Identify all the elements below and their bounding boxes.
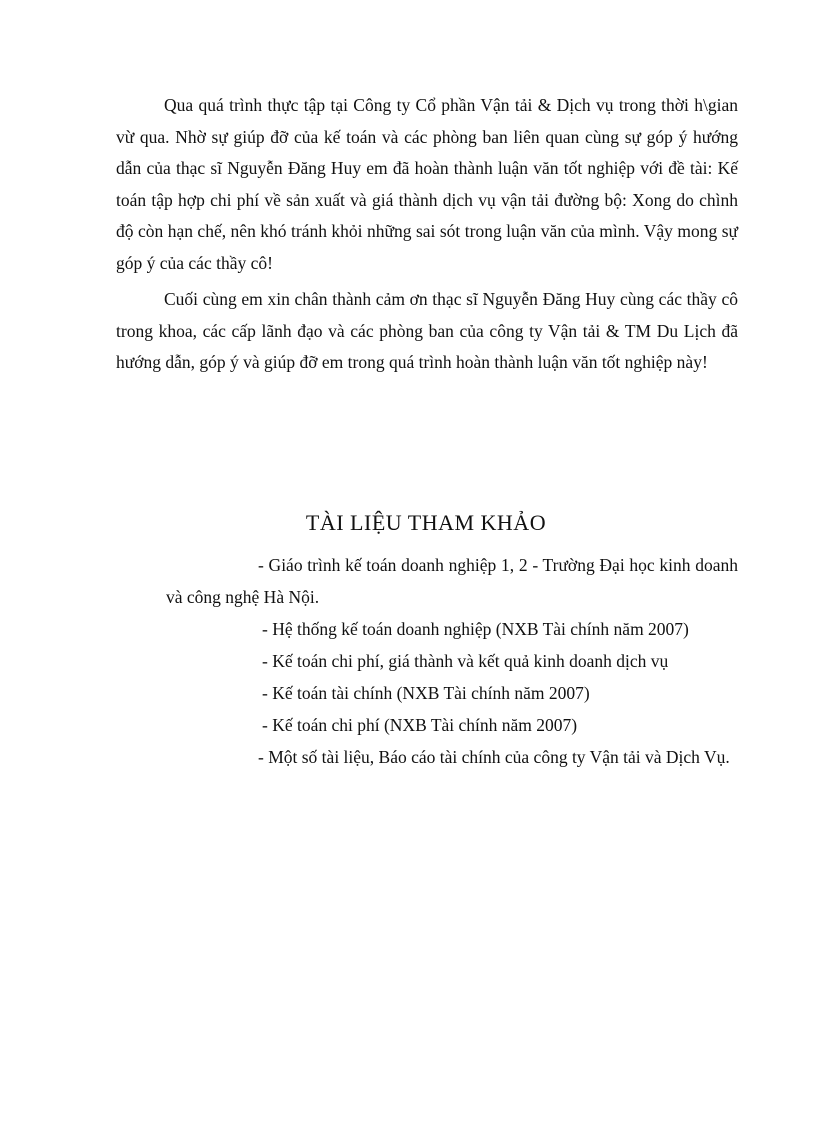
reference-item-2: - Hệ thống kế toán doanh nghiệp (NXB Tài chính năm 2007) bbox=[262, 619, 689, 639]
references-heading: TÀI LIỆU THAM KHẢO bbox=[305, 510, 547, 535]
reference-item-3: - Kế toán chi phí, giá thành và kết quả kinh doanh dịch vụ bbox=[262, 651, 669, 671]
body-paragraph-thanks: Cuối cùng em xin chân thành cảm ơn thạc sĩ Nguyễn Đăng Huy cùng các thầy cô trong khoa, các cấp lãnh đạo và các phòng ban của công ty Vận tải & TM Du Lịch đã hướng dẫn, góp ý và giúp đỡ em trong quá trình hoàn thành luận văn tốt nghiệp này! bbox=[116, 289, 738, 372]
reference-item-1: - Giáo trình kế toán doanh nghiệp 1, 2 - Trường Đại học kinh doanh và công nghệ Hà Nội. bbox=[166, 555, 738, 607]
body-paragraph-internship: Qua quá trình thực tập tại Công ty Cổ phần Vận tải & Dịch vụ trong thời h\gian vừ qua. Nhờ sự giúp đỡ của kế toán và các phòng ban liên quan cùng sự góp ý hướng dẫn của thạc sĩ Nguyễn Đăng Huy em đã hoàn thành luận văn tốt nghiệp với đề tài: Kế toán tập hợp chi phí về sản xuất và giá thành dịch vụ vận tải đường bộ: Xong do chình độ còn hạn chế, nên khó tránh khỏi những sai sót trong luận văn của mình. Vậy mong sự góp ý của các thầy cô! bbox=[116, 95, 738, 273]
reference-item-5: - Kế toán chi phí (NXB Tài chính năm 2007) bbox=[262, 715, 578, 735]
reference-item-4: - Kế toán tài chính (NXB Tài chính năm 2007) bbox=[262, 683, 590, 703]
reference-item-6: - Một số tài liệu, Báo cáo tài chính của công ty Vận tải và Dịch Vụ. bbox=[258, 747, 730, 767]
